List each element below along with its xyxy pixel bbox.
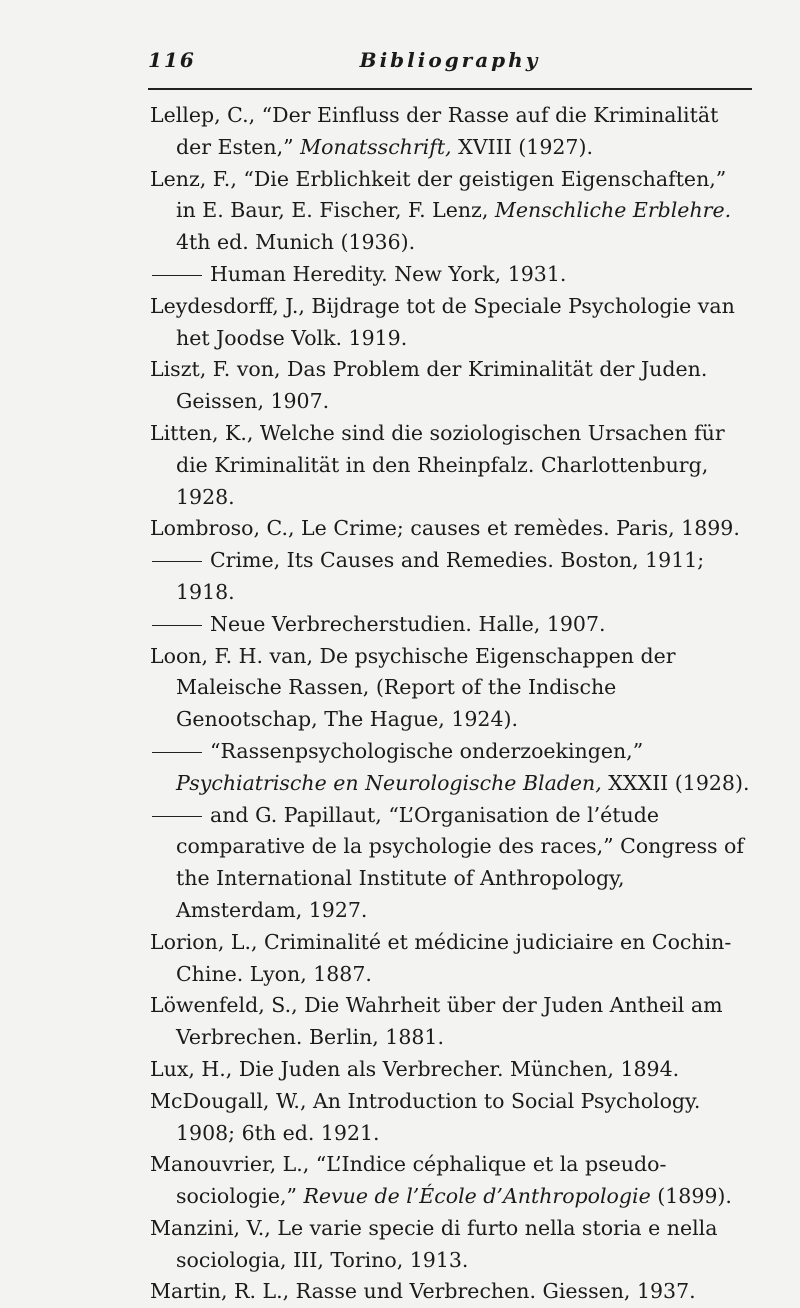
bibliography-entry: [150, 990, 752, 1054]
bibliography-entry: [150, 164, 752, 259]
bibliography-entry: [150, 418, 752, 513]
page-number: 116: [148, 48, 196, 72]
bibliography-entry: [150, 1149, 752, 1213]
header-rule: [148, 88, 752, 90]
page-header: [148, 48, 752, 88]
entry-text: XVIII (1927).: [451, 134, 593, 159]
entry-text: Loon, F. H. van, De psychische Eigenschappen der Maleische Rassen, (Report of the Indische Genootschap, The Hague, 1924).: [150, 643, 676, 732]
bibliography-list: [150, 100, 752, 1308]
bibliography-entry: [150, 641, 752, 736]
entry-text: Manouvrier, L., “L’Indice céphalique et la pseudo-sociologie,”: [150, 1152, 667, 1209]
entry-text: Lux, H., Die Juden als Verbrecher. München, 1894.: [150, 1056, 680, 1081]
entry-text: Martin, R. L., Rasse und Verbrechen. Giessen, 1937.: [150, 1279, 696, 1304]
entry-text: Crime, Its Causes and Remedies. Boston, 1911; 1918.: [176, 548, 705, 604]
entry-text: McDougall, W., An Introduction to Social Psychology. 1908; 6th ed. 1921.: [150, 1088, 701, 1145]
bibliography-entry: [150, 354, 752, 418]
entry-text: Leydesdorff, J., Bijdrage tot de Speciale Psychologie van het Joodse Volk. 1919.: [150, 293, 735, 350]
bibliography-entry: [150, 291, 752, 355]
running-title: Bibliography: [359, 48, 541, 72]
bibliography-entry: [150, 736, 752, 800]
bibliography-entry: [150, 1054, 752, 1086]
bibliography-entry: [150, 513, 752, 545]
entry-text: and G. Papillaut, “L’Organisation de l’étude comparative de la psychologie des races,” Congress of the International Institute of Anthropology, Amsterdam, 1927.: [176, 802, 744, 922]
entry-text: Löwenfeld, S., Die Wahrheit über der Juden Antheil am Verbrechen. Berlin, 1881.: [150, 993, 723, 1050]
entry-italic-title: Monatsschrift,: [300, 134, 452, 159]
repeat-author-dash: [152, 816, 202, 817]
entry-italic-title: Revue de l’École d’Anthropologie: [303, 1184, 651, 1209]
entry-text: Lombroso, C., Le Crime; causes et remèdes. Paris, 1899.: [150, 516, 740, 541]
entry-text: Liszt, F. von, Das Problem der Kriminalität der Juden. Geissen, 1907.: [150, 357, 708, 414]
repeat-author-dash: [152, 275, 202, 276]
bibliography-entry: [150, 259, 752, 291]
bibliography-entry: [150, 1276, 752, 1308]
entry-text: Human Heredity. New York, 1931.: [210, 261, 567, 286]
bibliography-entry: [150, 100, 752, 164]
bibliography-entry: [150, 1086, 752, 1150]
entry-italic-title: Menschliche Erblehre.: [494, 198, 732, 223]
entry-text: Neue Verbrecherstudien. Halle, 1907.: [210, 611, 606, 636]
entry-text: Lellep, C., “Der Einfluss der Rasse auf die Kriminalität der Esten,”: [150, 103, 719, 159]
entry-text: XXXII (1928).: [601, 770, 750, 795]
bibliography-entry: [150, 800, 752, 927]
entry-text: “Rassenpsychologische onderzoekingen,”: [210, 738, 644, 763]
repeat-author-dash: [152, 625, 202, 626]
repeat-author-dash: [152, 752, 202, 753]
entry-text: Lorion, L., Criminalité et médicine judiciaire en Cochin-Chine. Lyon, 1887.: [150, 929, 732, 986]
bibliography-entry: [150, 545, 752, 609]
entry-text: Lenz, F., “Die Erblichkeit der geistigen Eigenschaften,” in E. Baur, E. Fischer, F. Lenz,: [150, 166, 727, 223]
bibliography-entry: [150, 1213, 752, 1277]
entry-text: Litten, K., Welche sind die soziologischen Ursachen für die Kriminalität in den Rheinpfalz. Charlottenburg, 1928.: [150, 420, 725, 509]
entry-text: 4th ed. Munich (1936).: [176, 230, 416, 255]
bibliography-entry: [150, 609, 752, 641]
repeat-author-dash: [152, 561, 202, 562]
bibliography-entry: [150, 927, 752, 991]
entry-text: Manzini, V., Le varie specie di furto nella storia e nella sociologia, III, Torino, 1913.: [150, 1215, 718, 1272]
entry-text: (1899).: [650, 1184, 732, 1209]
entry-italic-title: Psychiatrische en Neurologische Bladen,: [176, 770, 602, 795]
